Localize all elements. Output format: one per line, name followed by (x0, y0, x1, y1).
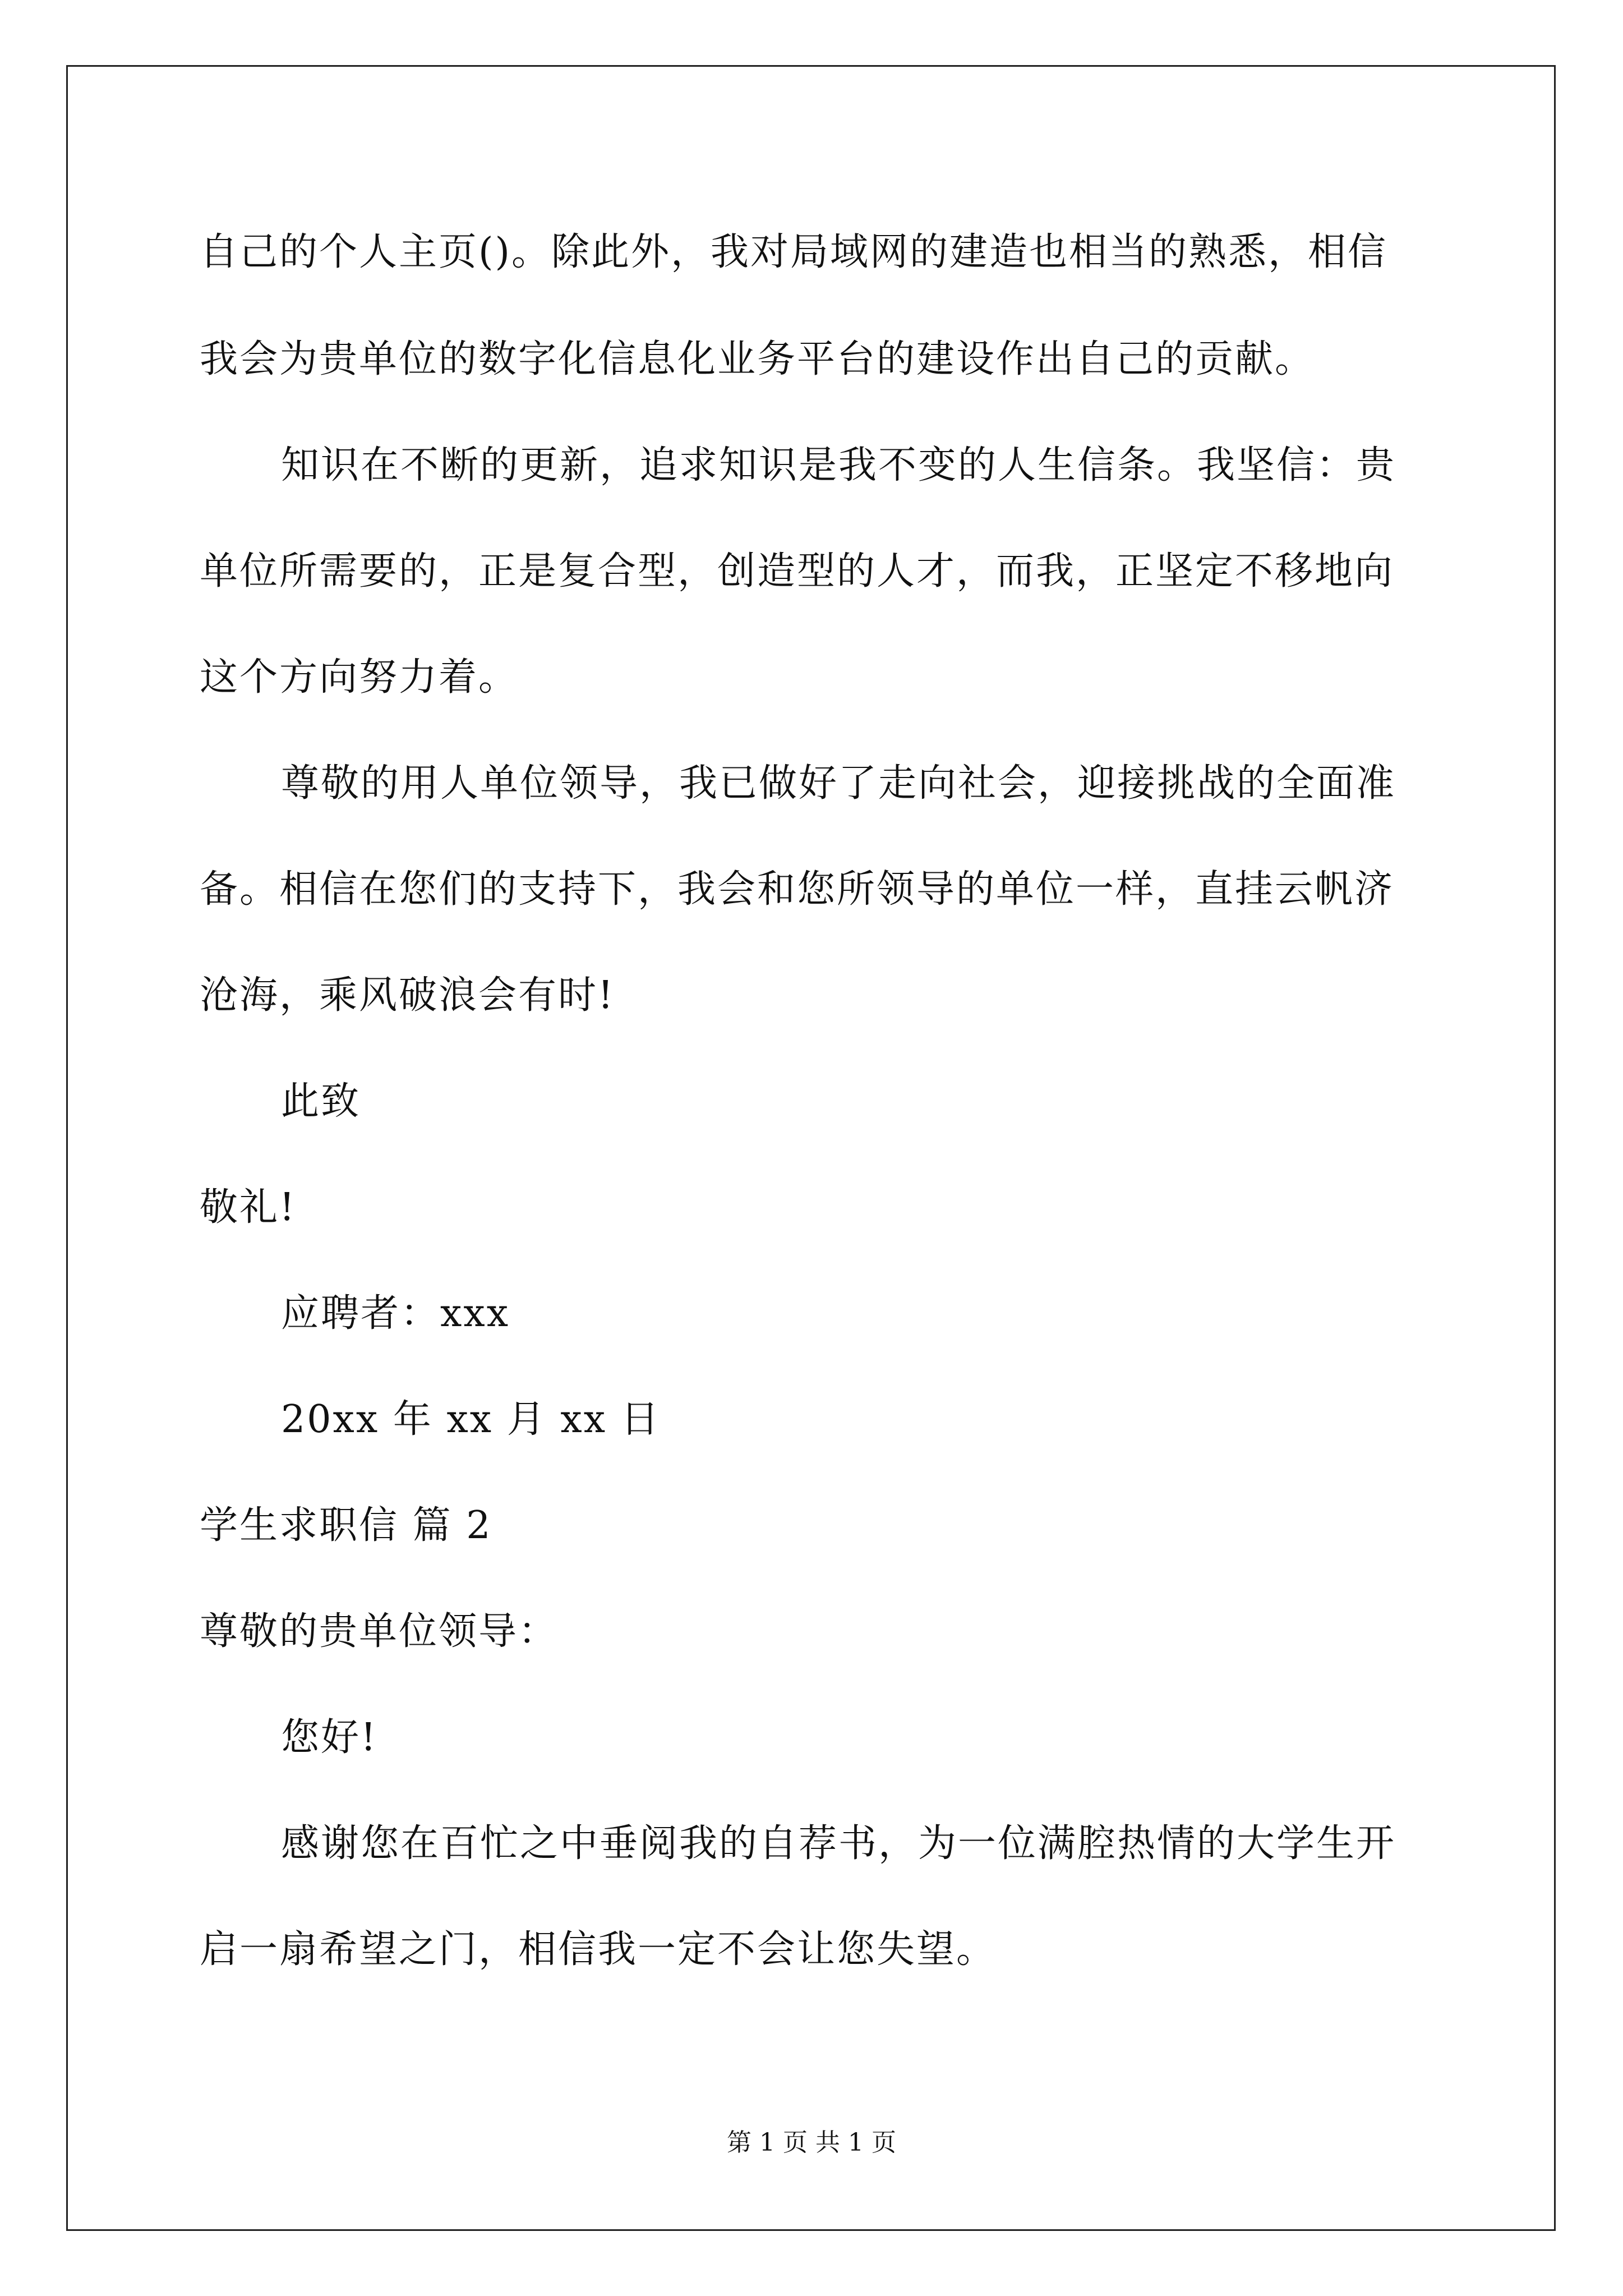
paragraph-line: 我会为贵单位的数字化信息化业务平台的建设作出自己的贡献。 (200, 337, 1315, 381)
paragraph-line: 备。相信在您们的支持下，我会和您所领导的单位一样，直挂云帆济 (200, 867, 1395, 912)
date-line: 20xx 年 xx 月 xx 日 (281, 1397, 661, 1442)
section-heading: 学生求职信 篇 2 (200, 1503, 492, 1548)
paragraph-line: 知识在不断的更新，追求知识是我不变的人生信条。我坚信：贵 (281, 443, 1396, 487)
paragraph-line: 尊敬的用人单位领导，我已做好了走向社会，迎接挑战的全面准 (281, 761, 1396, 806)
closing-regards: 敬礼! (200, 1185, 297, 1230)
greeting-hello: 您好! (281, 1715, 378, 1760)
page-border (66, 65, 1556, 2231)
paragraph-line: 自己的个人主页()。除此外，我对局域网的建造也相当的熟悉，相信 (200, 230, 1388, 274)
paragraph-line: 感谢您在百忙之中垂阅我的自荐书，为一位满腔热情的大学生开 (281, 1821, 1396, 1866)
closing-salutation: 此致 (281, 1079, 361, 1124)
paragraph-line: 单位所需要的，正是复合型，创造型的人才，而我，正坚定不移地向 (200, 549, 1395, 593)
paragraph-line: 这个方向努力着。 (200, 655, 519, 700)
page-number-footer: 第 1 页 共 1 页 (727, 2128, 896, 2157)
paragraph-line: 启一扇希望之门，相信我一定不会让您失望。 (200, 1927, 997, 1972)
paragraph-line: 沧海，乘风破浪会有时! (200, 973, 615, 1018)
signature-line: 应聘者：xxx (281, 1291, 510, 1336)
greeting-line: 尊敬的贵单位领导： (200, 1609, 559, 1654)
